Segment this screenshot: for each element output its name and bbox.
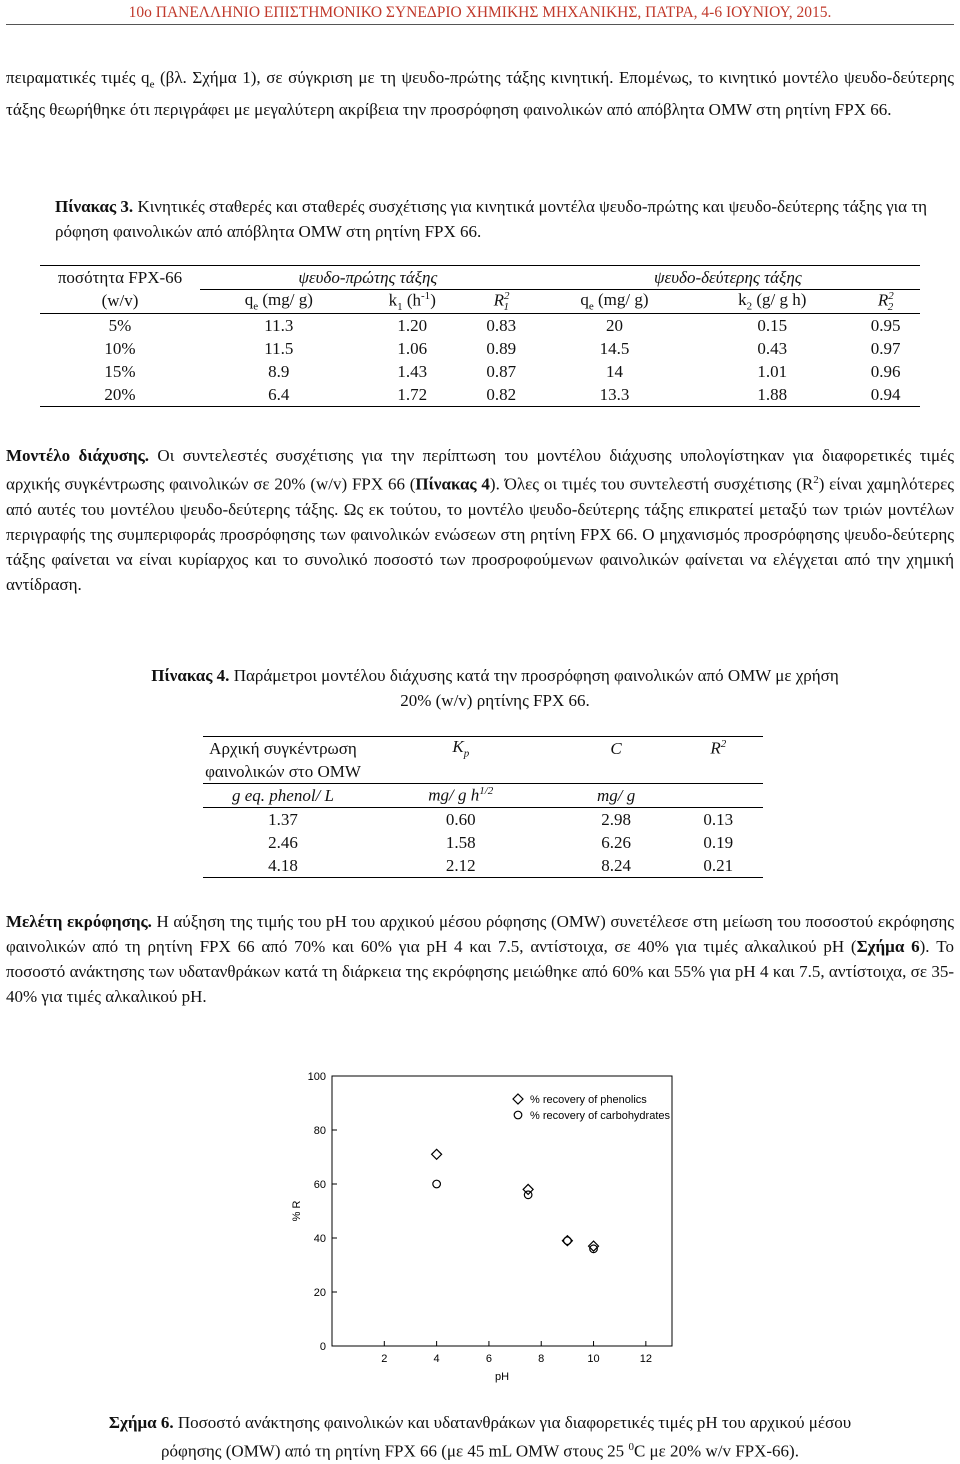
table-row: 1.37 0.60 2.98 0.13	[268, 809, 734, 829]
y-tick-label: 20	[313, 1287, 326, 1299]
t4-h4: $R^2$	[674, 737, 763, 761]
figure6-chart	[270, 1062, 700, 1392]
table-row: 20% 6.4 1.72 0.82 13.3 1.88 0.94	[40, 383, 920, 407]
data-point	[432, 1149, 442, 1159]
t4-u1: g eq. phenol/ L	[203, 784, 363, 808]
table-row: 2.46 1.58 6.26 0.19	[268, 832, 734, 852]
t4-u2: mg/ g $h^{1/2}$	[363, 784, 559, 808]
t4-u4	[674, 784, 763, 808]
x-tick-label: 10	[587, 1353, 600, 1365]
data-point	[564, 1237, 572, 1245]
legend-entry: % recovery of phenolics	[530, 1094, 647, 1106]
x-tick-label: 2	[381, 1353, 388, 1365]
legend-entry: % recovery of carbohydrates	[530, 1110, 671, 1122]
t3-group1: ψευδο-πρώτης τάξης	[200, 266, 536, 290]
paragraph-desorption-study: Μελέτη εκρόφησης. Η αύξηση της τιμής του pH του αρχικού μέσου ρόφησης (OMW) συνετέλεσε στη μείωση του ποσοστού εκρόφησης φαινολικών από τη ρητίνη FPX 66 από 70% και 60% για pH 4 και 7.5, αντίστοιχα, σε 40% για τιμές αλκαλικού pH (Σχήμα 6). Το ποσοστό ανάκτησης των υδατανθράκων κατά τη διάρκεια της εκρόφησης μειώθηκε από 60% και 55% για pH 4 και 7.5, αντίστοιχα, σε 35-40% για τιμές αλκαλικού pH.	[6, 912, 955, 1006]
legend-marker	[514, 1111, 522, 1119]
y-tick-label: 60	[313, 1179, 326, 1191]
t4-u3: mg/ g	[559, 784, 674, 808]
t4-h1b: φαινολικών στο OMW	[203, 760, 363, 784]
t3-qe1: $q_e$ (mg/ g)	[200, 290, 358, 314]
paragraph-kinetics-conclusion: πειραματικές τιμές $q_e$ (βλ. Σχήμα 1), σε σύγκριση με τη ψευδο-πρώτης τάξης κινητική. Επομένως, το κινητικό μοντέλο ψευδο-δεύτερης τάξης θεωρήθηκε ότι περιγράφει με μεγαλύτερη ακρίβεια την προσρόφηση φαινολικών από απόβλητα OMW στη ρητίνη FPX 66.	[6, 68, 954, 120]
data-point	[433, 1180, 441, 1188]
figure6-caption: Σχήμα 6. Ποσοστό ανάκτησης φαινολικών και υδατανθράκων για διαφορετικές τιμές pH του αρχικού μέσου ρόφησης (OMW) από τη ρητίνη FPX 66 (με 45 mL OMW στους 25 $^0$C με 20% w/v FPX-66).	[108, 1413, 852, 1461]
table-row: 4.18 2.12 8.24 0.21	[203, 854, 763, 878]
t3-k2: $k_2$ (g/ g h)	[693, 290, 851, 314]
y-tick-label: 80	[313, 1125, 326, 1137]
table3-caption: Πίνακας 3. Κινητικές σταθερές και σταθερές συσχέτισης για κινητικά μοντέλα ψευδο-πρώτης και ψευδο-δεύτερης τάξης για τη ρόφηση φαινολικών από απόβλητα OMW στη ρητίνη FPX 66.	[55, 197, 928, 241]
t4-h2: $K_p$	[363, 737, 559, 761]
y-tick-label: 0	[319, 1341, 326, 1353]
table4	[203, 736, 763, 878]
t3-r1: $R^2_1$	[467, 290, 536, 314]
paragraph-diffusion-model: Μοντέλο διάχυσης. Οι συντελεστές συσχέτισης για την περίπτωση του μοντέλου διάχυσης υπολογίστηκαν για διαφορετικές τιμές αρχικής συγκέντρωσης φαινολικών σε 20% (w/v) FPX 66 (Πίνακας 4). Όλες οι τιμές του συντελεστή συσχέτισης $(R^2)$ είναι χαμηλότερες από αυτές του μοντέλου ψευδο-δεύτερης τάξης. Ως εκ τούτου, το μοντέλο ψευδο-δεύτερης τάξης επικρατεί μεταξύ των τριών μοντέλων περιγραφής της συμπεριφοράς προσρόφησης των φαινολικών ενώσεων στη ρητίνη FPX 66. Ο μηχανισμός προσρόφησης ψευδο-δεύτερης τάξης φαίνεται να είναι κυρίαρχος και το συνολικό ποσοστό των προσροφούμενων φαινολικών φαίνεται να ελέγχεται από την χημική αντίδραση.	[6, 446, 955, 594]
header-rule	[6, 24, 954, 25]
table4-caption: Πίνακας 4. Παράμετροι μοντέλου διάχυσης κατά την προσρόφηση φαινολικών από OMW με χρήση 20% (w/v) ρητίνης FPX 66.	[151, 666, 839, 710]
x-tick-label: 8	[538, 1353, 545, 1365]
x-tick-label: 12	[639, 1353, 652, 1365]
t3-r2: $R^2_2$	[851, 290, 920, 314]
t4-h1a: Αρχική συγκέντρωση	[203, 737, 363, 761]
x-axis-label: pH	[494, 1371, 510, 1383]
t3-k1: $k_1$ $(h^{-1})$	[358, 290, 467, 314]
legend-marker	[513, 1094, 523, 1104]
t3-qe2: $q_e$ (mg/ g)	[536, 290, 694, 314]
y-tick-label: 100	[307, 1071, 326, 1083]
x-tick-label: 4	[433, 1353, 440, 1365]
t3-group2: ψευδο-δεύτερης τάξης	[536, 266, 920, 290]
table-row: 15% 8.9 1.43 0.87 14 1.01 0.96	[104, 361, 901, 381]
y-axis-label: % R	[291, 1200, 303, 1222]
t3-col0-h2: (w/v)	[40, 290, 200, 314]
y-tick-label: 40	[313, 1233, 326, 1245]
table3	[40, 265, 920, 407]
table-row: 5% 11.3 1.20 0.83 20 0.15 0.95	[108, 315, 901, 335]
t3-col0-h1: ποσότητα FPX-66	[40, 266, 200, 290]
conference-header: 10ο ΠΑΝΕΛΛΗΝΙΟ ΕΠΙΣΤΗΜΟΝΙΚΟ ΣΥΝΕΔΡΙΟ ΧΗΜΙΚΗΣ ΜΗΧΑΝΙΚΗΣ, ΠΑΤΡΑ, 4-6 ΙΟΥΝΙΟΥ, 2015.	[128, 4, 832, 21]
t4-h3: C	[559, 737, 674, 761]
x-tick-label: 6	[485, 1353, 492, 1365]
table-row: 10% 11.5 1.06 0.89 14.5 0.43 0.97	[104, 338, 901, 358]
